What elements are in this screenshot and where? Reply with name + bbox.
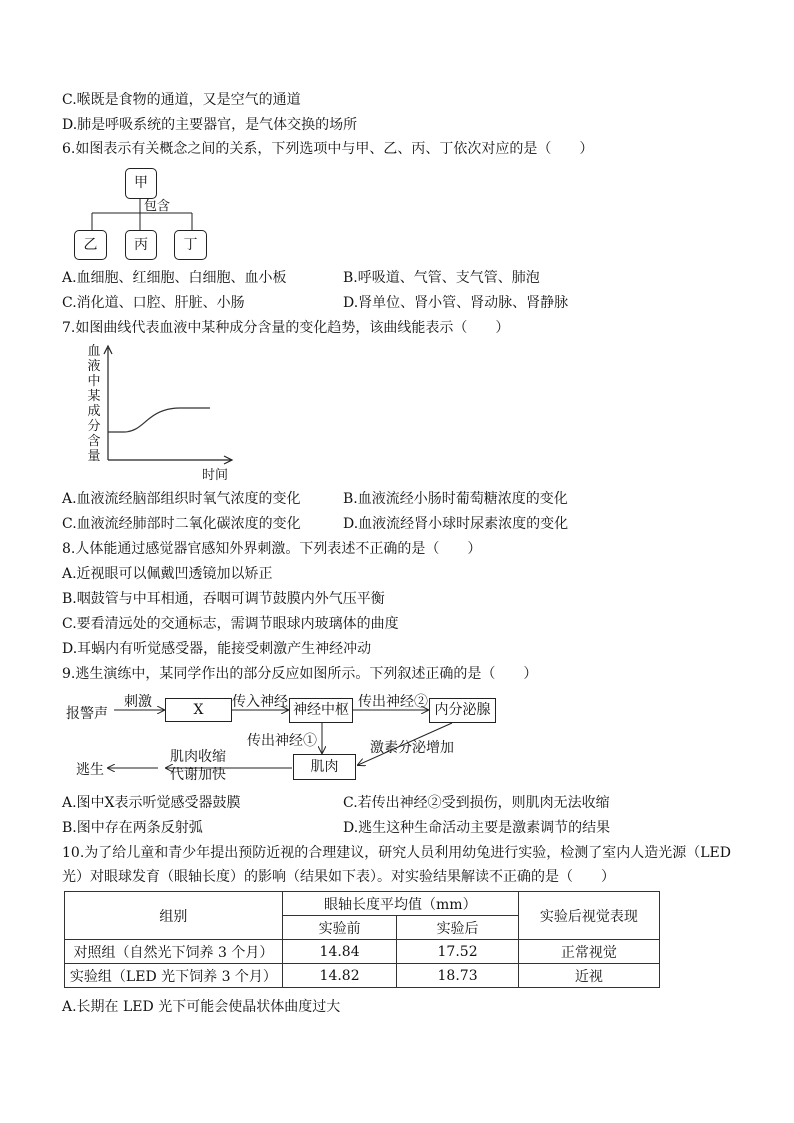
q6-option-b: B.呼吸道、气管、支气管、肺泡 (343, 270, 540, 286)
muscle-response-label (170, 748, 226, 784)
concept-box-top: 甲 (125, 168, 157, 199)
response-line-1: 肌肉收缩 (170, 749, 226, 765)
concept-diagram (62, 163, 222, 263)
q9-option-d: D.逃生这种生命活动主要是激素调节的结果 (343, 820, 611, 836)
q9-stem: 9.逃生演练中，某同学作出的部分反应如图所示。下列叙述正确的是（ ） (62, 666, 538, 682)
q6-stem: 6.如图表示有关概念之间的关系，下列选项中与甲、乙、丙、丁依次对应的是（ ） (62, 141, 594, 157)
cell-after: 18.73 (397, 964, 518, 988)
ylabel-char: 成 (87, 404, 101, 419)
concept-box-child-3: 丁 (174, 230, 207, 260)
alarm-label: 报警声 (66, 706, 108, 722)
ylabel-char: 血 (87, 344, 101, 359)
q8-option-a: A.近视眼可以佩戴凹透镜加以矫正 (62, 566, 273, 582)
q9-option-a: A.图中X表示听觉感受器鼓膜 (62, 795, 241, 811)
cell-group: 对照组（自然光下饲养 3 个月） (65, 940, 283, 964)
q6-option-a: A.血细胞、红细胞、白细胞、血小板 (62, 270, 287, 286)
concept-relation-label: 包含 (144, 199, 171, 214)
hormone-increase-label: 激素分泌增加 (370, 740, 454, 756)
ylabel-char: 分 (87, 419, 101, 434)
q7-option-c: C.血液流经肺部时二氧化碳浓度的变化 (62, 516, 301, 532)
header-group: 组别 (65, 892, 283, 940)
afferent-nerve-label: 传入神经 (232, 694, 288, 710)
q7-option-b: B.血液流经小肠时葡萄糖浓度的变化 (343, 491, 568, 507)
q8-option-b: B.咽鼓管与中耳相通，吞咽可调节鼓膜内外气压平衡 (62, 591, 385, 607)
table-header-row (65, 892, 660, 916)
experiment-table (64, 891, 660, 988)
receptor-x-box: X (165, 698, 232, 722)
cell-vision: 近视 (518, 964, 659, 988)
q9-option-c: C.若传出神经②受到损伤，则肌肉无法收缩 (343, 795, 610, 811)
header-vision: 实验后视觉表现 (518, 892, 659, 940)
header-after: 实验后 (397, 916, 518, 940)
table-row (65, 940, 660, 964)
ylabel-char: 液 (87, 359, 101, 374)
cell-after: 17.52 (397, 940, 518, 964)
trend-curve (108, 408, 210, 432)
q10-option-a: A.长期在 LED 光下可能会使晶状体曲度过大 (62, 999, 341, 1015)
efferent-nerve-2-label: 传出神经② (358, 694, 428, 710)
ylabel-char: 某 (87, 389, 101, 404)
q8-option-d: D.耳蜗内有听觉感受器，能接受刺激产生神经冲动 (62, 641, 372, 657)
response-line-2: 代谢加快 (170, 767, 226, 783)
q7-option-a: A.血液流经脑部组织时氧气浓度的变化 (62, 491, 301, 507)
trend-chart (84, 342, 244, 482)
endocrine-gland-box: 内分泌腺 (429, 698, 496, 723)
q5-option-d: D.肺是呼吸系统的主要器官，是气体交换的场所 (62, 117, 358, 133)
table-row (65, 964, 660, 988)
q7-stem: 7.如图曲线代表血液中某种成分含量的变化趋势，该曲线能表示（ ） (62, 320, 510, 336)
q8-stem: 8.人体能通过感觉器官感知外界刺激。下列表述不正确的是（ ） (62, 541, 482, 557)
q7-option-d: D.血液流经肾小球时尿素浓度的变化 (343, 516, 569, 532)
stimulus-label: 刺激 (124, 694, 152, 710)
q6-option-d: D.肾单位、肾小管、肾动脉、肾静脉 (343, 295, 569, 311)
cell-group: 实验组（LED 光下饲养 3 个月） (65, 964, 283, 988)
q6-option-c: C.消化道、口腔、肝脏、小肠 (62, 295, 245, 311)
ylabel-char: 含 (87, 434, 101, 449)
q8-option-c: C.要看清远处的交通标志，需调节眼球内玻璃体的曲度 (62, 616, 399, 632)
ylabel-char: 中 (87, 374, 101, 389)
concept-box-child-1: 乙 (74, 230, 107, 260)
concept-box-child-2: 丙 (125, 230, 157, 260)
muscle-box: 肌肉 (293, 754, 356, 780)
q9-option-b: B.图中存在两条反射弧 (62, 820, 203, 836)
trend-chart-axes (84, 342, 244, 482)
q10-stem-line-1: 10.为了给儿童和青少年提出预防近视的合理建议，研究人员利用幼兔进行实验，检测了室内人造光源（LED (62, 845, 732, 861)
reflex-diagram (60, 688, 510, 788)
escape-label: 逃生 (76, 762, 104, 778)
efferent-nerve-1-label: 传出神经① (247, 733, 317, 749)
ylabel-char: 量 (87, 449, 101, 464)
cell-before: 14.82 (282, 964, 397, 988)
q5-option-c: C.喉既是食物的通道，又是空气的通道 (62, 92, 301, 108)
q10-stem-line-2: 光）对眼球发育（眼轴长度）的影响（结果如下表）。对实验结果解读不正确的是（ ） (62, 869, 615, 885)
cell-before: 14.84 (282, 940, 397, 964)
cell-vision: 正常视觉 (518, 940, 659, 964)
header-before: 实验前 (282, 916, 397, 940)
nerve-center-box: 神经中枢 (289, 698, 353, 723)
header-axis-length: 眼轴长度平均值（mm） (282, 892, 518, 916)
trend-chart-xlabel: 时间 (202, 468, 229, 483)
